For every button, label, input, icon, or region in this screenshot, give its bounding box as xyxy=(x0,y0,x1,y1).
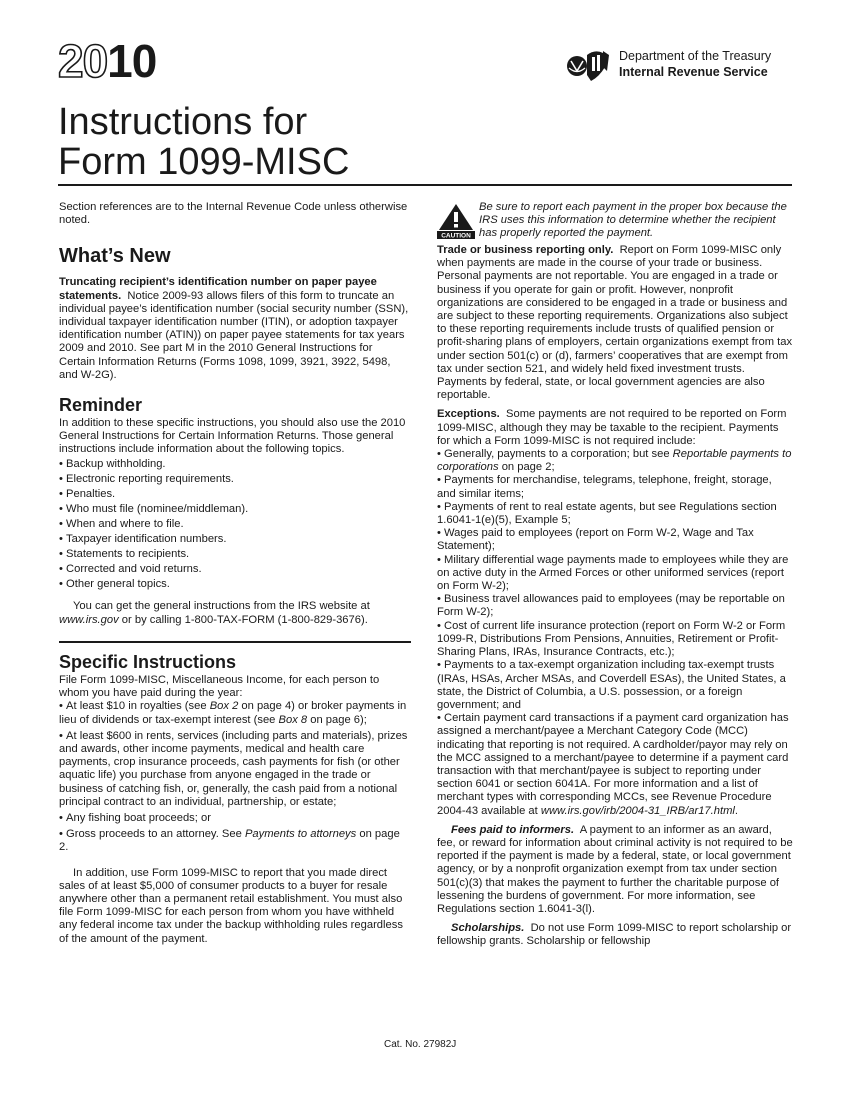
tax-year-prefix: 20 xyxy=(58,35,108,87)
rev-proc-link[interactable]: www.irs.gov/irb/2004-31_IRB/ar17.html xyxy=(540,804,735,817)
caution-label: CAUTION xyxy=(441,232,471,239)
list-item: • Business travel allowances paid to employees (may be reportable on Form W-2); xyxy=(437,593,793,619)
exceptions-paragraph xyxy=(437,408,793,448)
exc-item-1-b: on page 2; xyxy=(501,461,555,474)
exc-item-9-a: Certain payment card transactions if a payment card organization has assigned a merchant/payee a Merchant Category Code (MCC) indicating that reporting is not required. A cardholder/payor may rely on the MCC assigned to a merchant/payee to determine if a payment card transaction with that merchant/payee is subject to reporting under section 6041 or section 6041A. For more information and a list of merchant types with corresponding MCCs, see Revenue Procedure 2004-43 available at xyxy=(437,712,789,817)
title-divider xyxy=(58,184,792,186)
truncating-lead: Truncating recipient’s identification number on paper payee statements. xyxy=(59,276,377,302)
catalog-number: Cat. No. 27982J xyxy=(384,1039,457,1050)
truncating-body: Notice 2009-93 allows filers of this form to truncate an individual payee’s identification number (social security number (SSN), individual taxpayer identification number (ITIN), or adoption taxpayer identification number (ATIN)) on paper payee statements for tax years 2009 and 2010. See part M in the 2010 General Instructions for Certain Information Returns (Forms 1098, 1099, 3921, 3922, 5498, and W-2G). xyxy=(59,289,409,381)
agency-department: Department of the Treasury xyxy=(619,49,772,63)
list-item: • When and where to file. xyxy=(59,517,411,532)
list-item: • Payments to a tax-exempt organization including tax-exempt trusts (IRAs, HSAs, Archer MSAs, and Coverdell ESAs), the United States, a state, the District of Columbia, a U.S. possession, or a foreign government; and xyxy=(437,659,793,712)
intro-text: Section references are to the Internal Revenue Code unless otherwise noted. xyxy=(59,201,408,227)
specific-list xyxy=(59,700,411,854)
list-item xyxy=(59,700,411,726)
list-item: • Payments of rent to real estate agents, but see Regulations section 1.6041-1(e)(5), Example 5; xyxy=(437,501,793,527)
list-item: • Cost of current life insurance protection (report on Form W-2 or Form 1099-R, Distributions From Pensions, Annuities, Retirement or Profit-Sharing Plans, IRAs, Insurance Contracts, etc.); xyxy=(437,620,793,660)
specific-instructions-heading: Specific Instructions xyxy=(59,651,237,672)
exceptions-list xyxy=(437,448,793,818)
box2-ref: Box 2 xyxy=(209,700,239,713)
trade-lead: Trade or business reporting only. xyxy=(437,244,614,256)
reportable-payments-ref: Reportable payments to corporations xyxy=(437,448,792,474)
section-divider xyxy=(59,641,411,643)
document-title xyxy=(58,102,349,182)
spec-item-1-a: At least $10 in royalties (see xyxy=(66,700,207,713)
list-item xyxy=(437,712,793,818)
reminder-heading: Reminder xyxy=(59,395,143,416)
list-item: • Wages paid to employees (report on Form W-2, Wage and Tax Statement); xyxy=(437,527,793,553)
exceptions-lead: Exceptions. xyxy=(437,408,500,421)
list-item: • Payments for merchandise, telegrams, telephone, freight, storage, and similar items; xyxy=(437,474,793,500)
title-line-1: Instructions for xyxy=(58,101,308,143)
box8-ref: Box 8 xyxy=(278,713,308,726)
exc-item-1-a: Generally, payments to a corporation; but see xyxy=(444,448,670,461)
general-pre: You can get the general instructions from the IRS website at xyxy=(73,600,370,613)
irs-website-link[interactable]: www.irs.gov xyxy=(59,613,119,626)
list-item: • Who must file (nominee/middleman). xyxy=(59,502,411,517)
list-item: • Penalties. xyxy=(59,487,411,502)
caution-text: Be sure to report each payment in the proper box because the IRS uses this information to determine whether the recipient has properly reported the payment. xyxy=(479,201,787,240)
general-instructions-paragraph xyxy=(59,600,411,626)
list-item: • At least $600 in rents, services (including parts and materials), prizes and awards, other income payments, medical and health care payments, crop insurance proceeds, cash payments for fish (or other aquatic life) you purchase from anyone engaged in the trade or business of catching fish, or, generally, the cash paid from a notional principal contract to an individual, partnership, or estate; xyxy=(59,730,411,809)
tax-year-suffix: 10 xyxy=(107,35,157,87)
spec-item-4-b: on page 2. xyxy=(59,828,400,854)
list-item: • Statements to recipients. xyxy=(59,547,411,562)
payments-to-attorneys-ref: Payments to attorneys xyxy=(244,828,357,841)
general-post: or by calling 1-800-TAX-FORM (1-800-829-3676). xyxy=(121,613,368,626)
caution-box xyxy=(437,201,793,241)
list-item: • Any fishing boat proceeds; or xyxy=(59,812,411,825)
right-column xyxy=(437,201,793,949)
whats-new-heading: What’s New xyxy=(59,245,171,268)
trade-paragraph xyxy=(437,244,793,402)
title-line-2: Form 1099-MISC xyxy=(58,141,350,183)
agency-irs: Internal Revenue Service xyxy=(619,65,768,79)
list-item: • Military differential wage payments made to employees while they are on active duty in the Armed Forces or other uniformed services (report on Form W-2); xyxy=(437,554,793,594)
caution-triangle-icon xyxy=(437,203,475,239)
spec-item-1-b: on page 4) or broker payments in lieu of dividends or tax-exempt interest (see xyxy=(59,700,407,726)
specific-body: File Form 1099-MISC, Miscellaneous Income, for each person to whom you have paid during the year: xyxy=(59,673,380,700)
exc-item-9-b: . xyxy=(734,804,738,817)
list-item: • Electronic reporting requirements. xyxy=(59,472,411,487)
scholarships-body: Do not use Form 1099-MISC to report scholarship or fellowship grants. Scholarship or fellowship xyxy=(437,922,792,948)
left-column xyxy=(59,201,411,946)
list-item: • Taxpayer identification numbers. xyxy=(59,532,411,547)
reminder-list xyxy=(59,457,411,593)
tax-year xyxy=(58,35,157,87)
scholarships-lead: Scholarships. xyxy=(451,922,525,935)
reminder-body: In addition to these specific instructions, you should also use the 2010 General Instructions for Certain Information Returns. Those general instructions include information about the following topics. xyxy=(59,417,406,456)
list-item: • Other general topics. xyxy=(59,577,411,592)
fees-body: A payment to an informer as an award, fee, or reward for information about criminal activity is not required to be reported if the payment is made by a federal, state, or local government agency, or by a nonprofit organization exempt from tax under section 501(c)(3) that makes the payment to further the charitable purpose of lessening the burdens of government. For more information, see Regulations section 1.6041-3(l). xyxy=(437,823,793,915)
list-item xyxy=(437,448,793,474)
list-item: • Backup withholding. xyxy=(59,457,411,472)
agency-block xyxy=(619,48,771,80)
fees-paragraph xyxy=(437,824,793,916)
list-item xyxy=(59,828,411,854)
trade-body: Report on Form 1099-MISC only when payments are made in the course of your trade or business. Personal payments are not reportable. You are engaged in a trade or business if you operate for gain or profit. However, nonprofit organizations are considered to be engaged in a trade or business and are subject to these reporting requirements. Organizations also subject to these reporting requirements include trusts of qualified pension or profit-sharing plans of employers, certain organizations exempt from tax under section 501(c) or (d), farmers’ cooperatives that are exempt from tax under section 521, and widely held fixed investment trusts. Payments by federal, state, or local government agencies are also reportable. xyxy=(437,244,793,402)
list-item: • Corrected and void returns. xyxy=(59,562,411,577)
irs-eagle-logo-icon xyxy=(565,45,611,87)
truncating-paragraph xyxy=(59,276,411,382)
addition-paragraph: In addition, use Form 1099-MISC to report that you made direct sales of at least $5,000 of consumer products to a buyer for resale anywhere other than a permanent retail establishment. You must also file Form 1099-MISC for each person from whom you have withheld any federal income tax under the backup withholding rules regardless of the amount of the payment. xyxy=(59,866,403,945)
scholarships-paragraph xyxy=(437,922,793,948)
exceptions-body: Some payments are not required to be reported on Form 1099-MISC, although they may be taxable to the recipient. Payments for which a Form 1099-MISC is not required include: xyxy=(437,408,787,447)
spec-item-1-c: on page 6); xyxy=(310,713,367,726)
fees-lead: Fees paid to informers. xyxy=(451,823,575,836)
spec-item-4-a: Gross proceeds to an attorney. See xyxy=(66,828,242,841)
